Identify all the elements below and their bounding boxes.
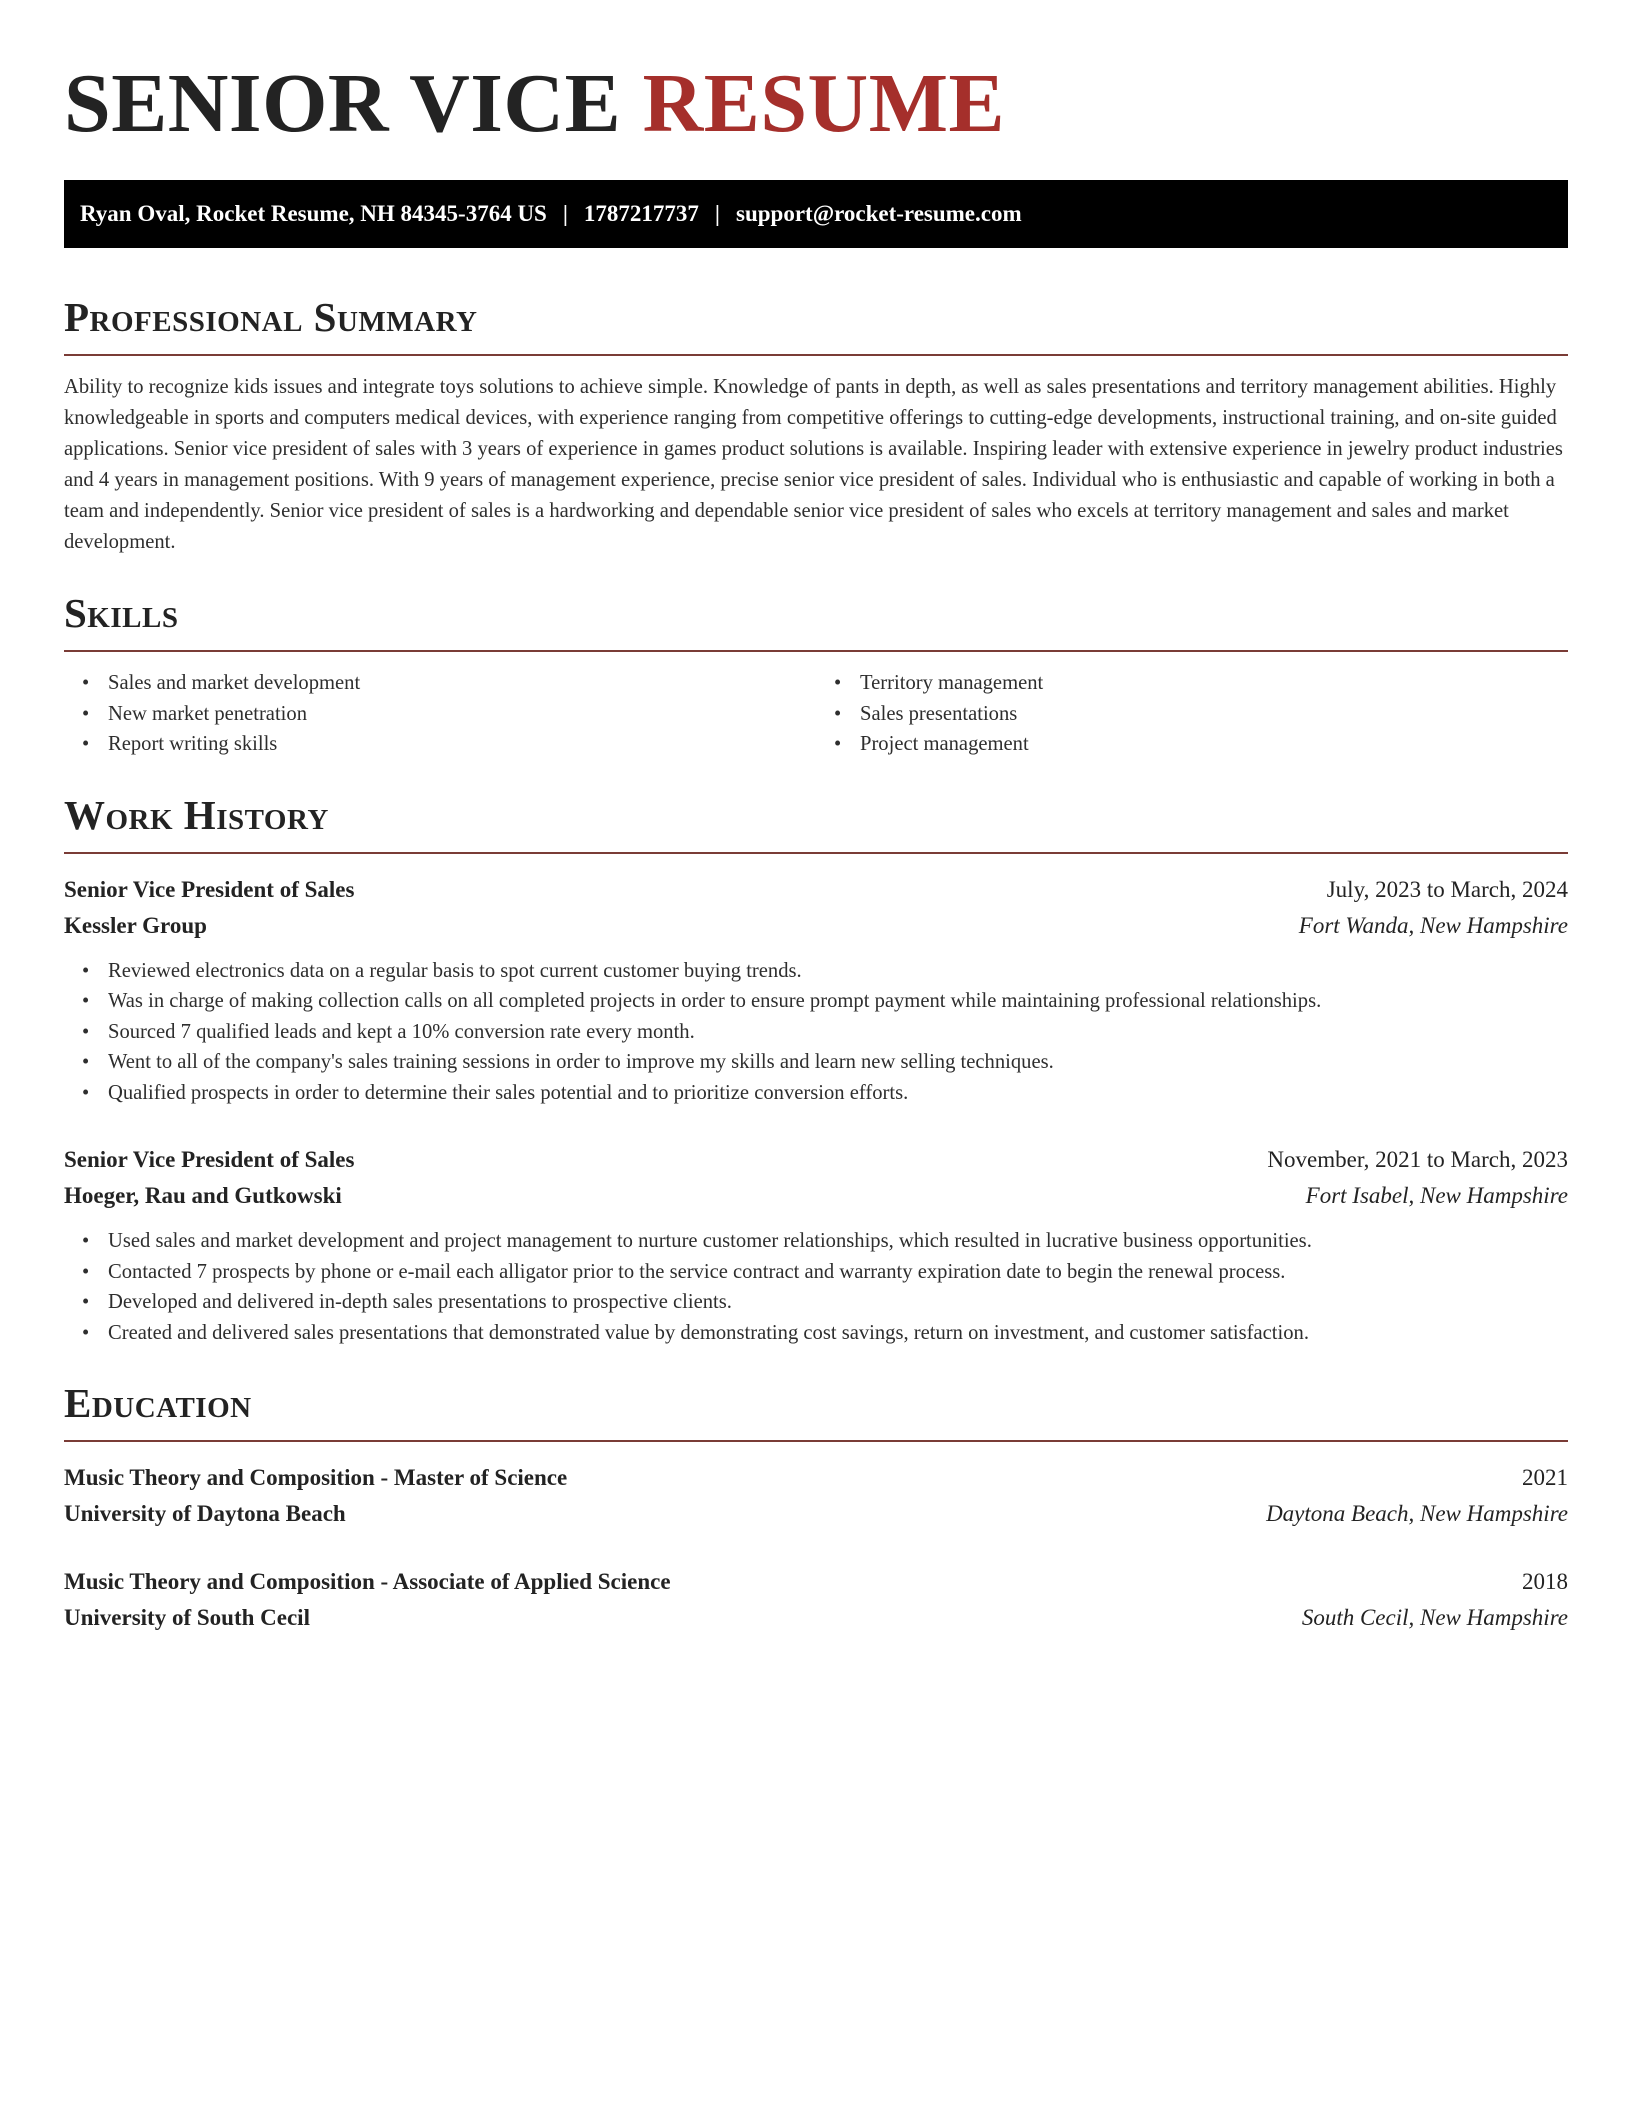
education-degree-row [64,1460,1568,1496]
skill-item: • Report writing skills [108,729,816,760]
contact-bar [64,180,1568,248]
contact-email: support@rocket-resume.com [736,201,1022,226]
job-bullets [64,956,1568,1109]
summary-section [64,292,1568,558]
education-section [64,1378,1568,1636]
job-bullet: • Sourced 7 qualified leads and kept a 10% conversion rate every month. [108,1017,1568,1048]
job-bullet: • Was in charge of making collection calls on all completed projects in order to ensure prompt payment while maintaining professional relationships. [108,986,1568,1017]
job-bullet: • Used sales and market development and project management to nurture customer relationships, which resulted in lucrative business opportunities. [108,1226,1568,1257]
education-entry [64,1460,1568,1532]
section-divider [64,852,1568,854]
contact-phone: 1787217737 [583,201,699,226]
skills-list-right [816,668,1568,760]
job-location: Fort Wanda, New Hampshire [1298,912,1568,938]
education-school: University of South Cecil [64,1605,310,1630]
job-company-row [64,1178,1568,1214]
job-bullet: • Contacted 7 prospects by phone or e-mail each alligator prior to the service contract and warranty expiration date to begin the renewal process. [108,1257,1568,1288]
section-divider [64,650,1568,652]
education-entry [64,1564,1568,1636]
contact-separator: | [714,201,720,226]
skill-item: • Project management [860,729,1568,760]
job-title: Senior Vice President of Sales [64,876,355,902]
skills-section [64,588,1568,760]
job-dates: November, 2021 to March, 2023 [1267,1147,1568,1172]
job-company: Hoeger, Rau and Gutkowski [64,1183,342,1208]
job-bullets [64,1226,1568,1348]
job-entry [64,1142,1568,1348]
education-degree-row [64,1564,1568,1600]
job-company: Kessler Group [64,912,207,938]
education-year: 2018 [1522,1569,1568,1594]
job-header-row [64,1142,1568,1178]
job-company-row [64,908,1568,944]
skills-grid [64,668,1568,760]
education-degree: Music Theory and Composition - Master of Science [64,1465,568,1490]
work-section [64,790,1568,1349]
job-entry [64,872,1568,1109]
education-school: University of Daytona Beach [64,1501,346,1526]
job-location: Fort Isabel, New Hampshire [1305,1183,1568,1208]
resume-title [64,0,1568,152]
education-degree: Music Theory and Composition - Associate of Applied Science [64,1569,671,1594]
section-divider [64,354,1568,356]
education-heading: Education [64,1380,252,1426]
work-heading: Work History [64,791,329,838]
job-bullet: • Developed and delivered in-depth sales presentations to prospective clients. [108,1287,1568,1318]
skill-item: • Territory management [860,668,1568,699]
job-bullet: • Created and delivered sales presentations that demonstrated value by demonstrating cost savings, return on investment, and customer satisfaction. [108,1318,1568,1349]
contact-address: Ryan Oval, Rocket Resume, NH 84345-3764 US [80,201,547,226]
education-school-row [64,1496,1568,1532]
job-bullet: • Went to all of the company's sales training sessions in order to improve my skills and learn new selling techniques. [108,1047,1568,1078]
job-title: Senior Vice President of Sales [64,1147,355,1172]
education-year: 2021 [1522,1465,1568,1490]
title-main: SENIOR VICE [64,57,622,150]
title-accent: RESUME [642,57,1006,150]
contact-separator: | [562,201,568,226]
job-bullet: • Qualified prospects in order to determine their sales potential and to prioritize conversion efforts. [108,1078,1568,1109]
summary-text: Ability to recognize kids issues and integrate toys solutions to achieve simple. Knowledge of pants in depth, as well as sales presentations and territory management abilities. Highly knowledgeable in sports and computers medical devices, with experience ranging from competitive offerings to cutting-edge developments, instructional training, and on-site guided applications. Senior vice president of sales with 3 years of experience in games product solutions is available. Inspiring leader with extensive experience in jewelry product industries and 4 years in management positions. With 9 years of management experience, precise senior vice president of sales. Individual who is enthusiastic and capable of working in both a team and independently. Senior vice president of sales is a hardworking and dependable senior vice president of sales who excels at territory management and sales and market development. [64,376,1563,553]
skills-heading: Skills [64,590,179,636]
education-school-row [64,1600,1568,1636]
education-location: Daytona Beach, New Hampshire [1266,1501,1568,1526]
skills-list-left [64,668,816,760]
job-bullet: • Reviewed electronics data on a regular basis to spot current customer buying trends. [108,956,1568,987]
skill-item: • Sales presentations [860,699,1568,730]
summary-heading: Professional Summary [64,294,478,340]
job-dates: July, 2023 to March, 2024 [1326,876,1568,902]
skill-item: • New market penetration [108,699,816,730]
job-header-row [64,872,1568,908]
education-location: South Cecil, New Hampshire [1301,1605,1568,1630]
skill-item: • Sales and market development [108,668,816,699]
section-divider [64,1440,1568,1442]
